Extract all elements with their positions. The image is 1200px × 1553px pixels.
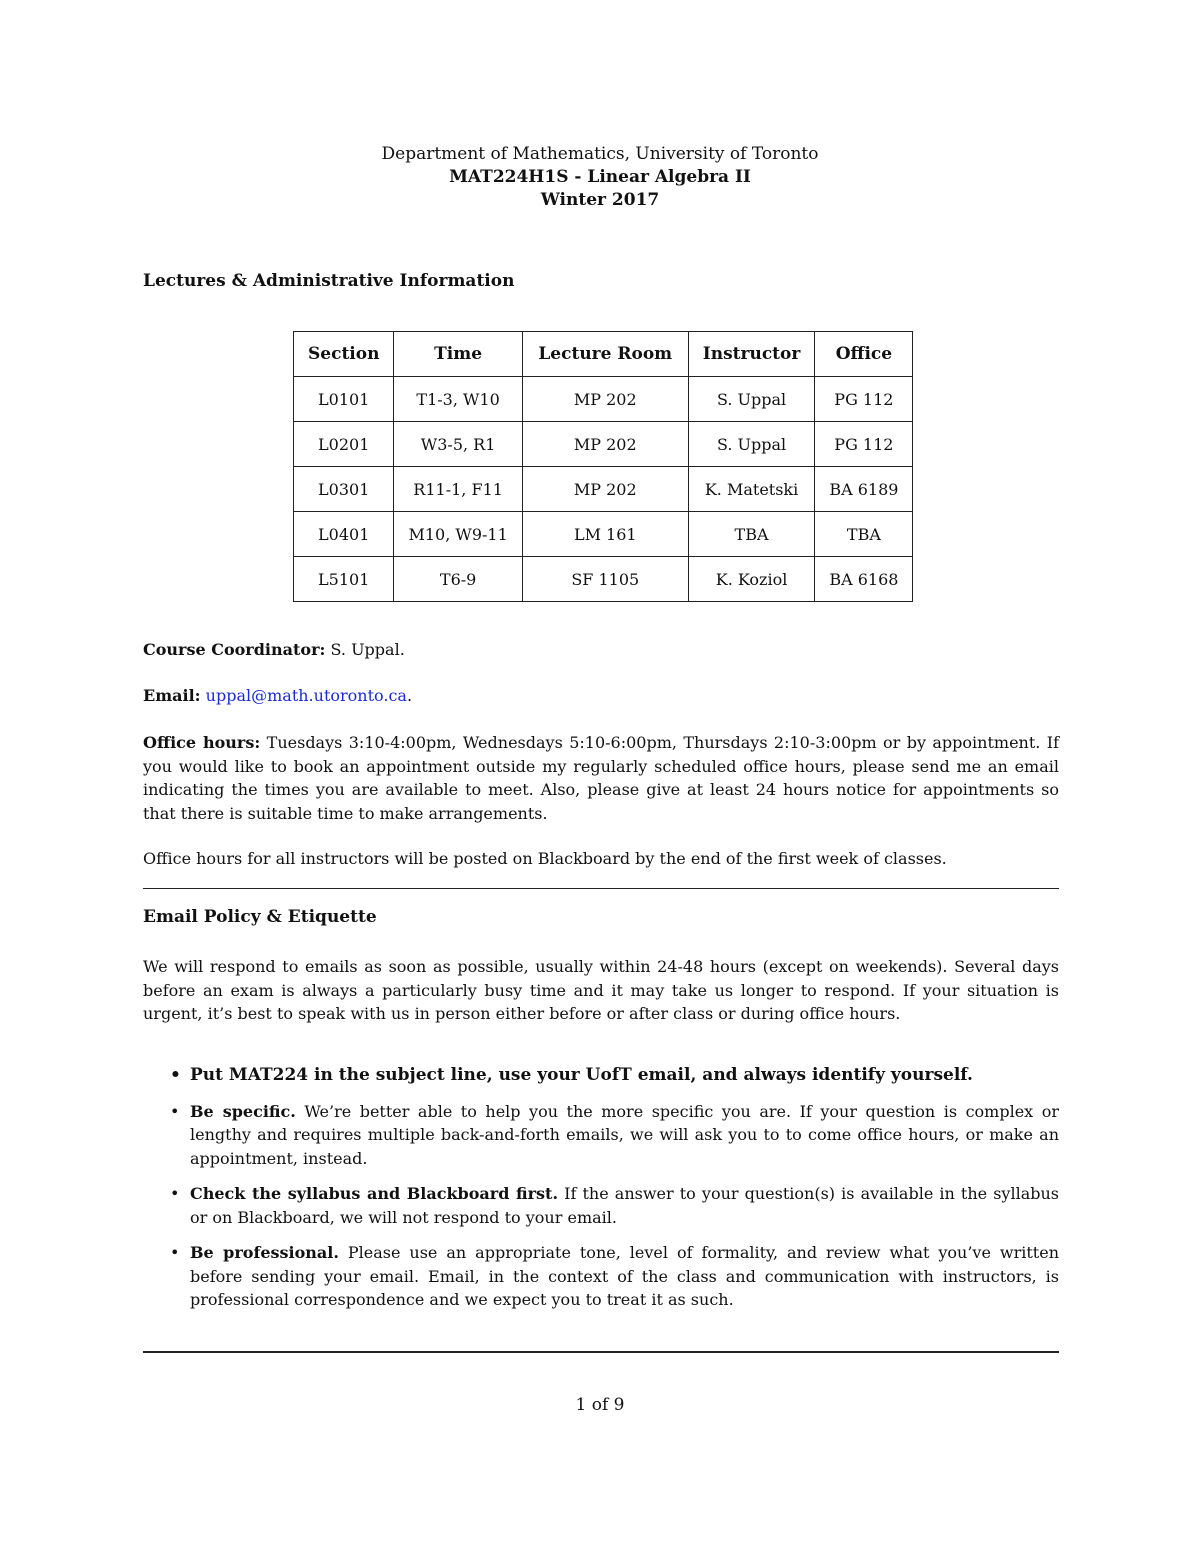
bullet-icon: • — [170, 1184, 180, 1203]
table-row — [294, 377, 913, 422]
table-cell: T6-9 — [394, 557, 522, 602]
email-policy-list — [143, 1064, 1059, 1324]
email-suffix: . — [406, 686, 413, 705]
table-row — [294, 467, 913, 512]
title-block — [0, 143, 1200, 212]
table-cell: SF 1105 — [522, 557, 688, 602]
table-cell: R11-1, F11 — [394, 467, 522, 512]
list-item — [143, 1100, 1059, 1171]
term-line: Winter 2017 — [540, 190, 660, 210]
column-header: Time — [394, 332, 522, 377]
table-cell: T1-3, W10 — [394, 377, 522, 422]
lectures-heading: Lectures & Administrative Information — [143, 271, 515, 291]
table-cell: BA 6168 — [815, 557, 913, 602]
table-cell: PG 112 — [815, 422, 913, 467]
table-cell: MP 202 — [522, 467, 688, 512]
table-cell: K. Koziol — [688, 557, 815, 602]
coordinator-label: Course Coordinator: — [143, 640, 326, 659]
coordinator-value: S. Uppal. — [330, 640, 405, 659]
email-policy-intro: We will respond to emails as soon as possible, usually within 24-48 hours (except on weekends). Several days before an exam is always a particularly busy time and it may take us longer to respond. If your situation is urgent, it’s best to speak with us in person either before or after class or during office hours. — [143, 957, 1059, 1023]
table-cell: L0201 — [294, 422, 394, 467]
footer-divider — [143, 1351, 1059, 1353]
office-hours-label: Office hours: — [143, 733, 261, 752]
table-cell: L0301 — [294, 467, 394, 512]
column-header: Section — [294, 332, 394, 377]
lectures-table — [293, 331, 913, 602]
table-cell: S. Uppal — [688, 377, 815, 422]
table-cell: TBA — [688, 512, 815, 557]
list-item — [143, 1241, 1059, 1312]
email-policy-heading: Email Policy & Etiquette — [143, 907, 377, 927]
bullet-icon: • — [170, 1101, 180, 1121]
list-item-lead: Be specific. — [190, 1101, 296, 1121]
section-divider — [143, 888, 1059, 889]
table-row — [294, 512, 913, 557]
table-header-row — [294, 332, 913, 377]
course-title: MAT224H1S - Linear Algebra II — [449, 167, 751, 187]
department-line: Department of Mathematics, University of Toronto — [381, 144, 819, 164]
table-cell: L0401 — [294, 512, 394, 557]
table-cell: BA 6189 — [815, 467, 913, 512]
table-cell: M10, W9-11 — [394, 512, 522, 557]
office-hours-paragraph — [143, 731, 1059, 825]
bullet-icon: • — [170, 1243, 180, 1262]
table-cell: K. Matetski — [688, 467, 815, 512]
list-item-text: Please use an appropriate tone, level of formality, and review what you’ve written before sending your email. Email, in the context of the class and communication with instructors, is professional correspondence and we expect you to treat it as such. — [190, 1243, 1059, 1309]
list-item-lead: Check the syllabus and Blackboard first. — [190, 1184, 559, 1203]
table-cell: S. Uppal — [688, 422, 815, 467]
list-item-lead: Be professional. — [190, 1243, 339, 1262]
table-row — [294, 557, 913, 602]
office-hours-note: Office hours for all instructors will be posted on Blackboard by the end of the first week of classes. — [143, 849, 947, 868]
column-header: Instructor — [688, 332, 815, 377]
list-item-text: We’re better able to help you the more specific you are. If your question is complex or lengthy and requires multiple back-and-forth emails, we will ask you to to come office hours, or make an appointment, instead. — [190, 1101, 1060, 1168]
coordinator-line — [143, 638, 1059, 662]
column-header: Lecture Room — [522, 332, 688, 377]
table-cell: TBA — [815, 512, 913, 557]
table-cell: PG 112 — [815, 377, 913, 422]
table-cell: LM 161 — [522, 512, 688, 557]
column-header: Office — [815, 332, 913, 377]
table-cell: L5101 — [294, 557, 394, 602]
list-item — [143, 1182, 1059, 1229]
email-link[interactable]: uppal@math.utoronto.ca — [205, 686, 407, 705]
page-number: 1 of 9 — [575, 1395, 625, 1415]
email-label: Email: — [143, 686, 201, 705]
email-line — [143, 684, 1059, 708]
table-cell: W3-5, R1 — [394, 422, 522, 467]
bullet-icon: • — [170, 1065, 181, 1085]
list-item-text: If the answer to your question(s) is available in the syllabus or on Blackboard, we will not respond to your email. — [190, 1184, 1059, 1227]
list-item — [143, 1064, 1059, 1088]
table-cell: L0101 — [294, 377, 394, 422]
table-row — [294, 422, 913, 467]
table-cell: MP 202 — [522, 422, 688, 467]
list-item-lead: Put MAT224 in the subject line, use your UofT email, and always identify yourself. — [190, 1065, 973, 1085]
table-cell: MP 202 — [522, 377, 688, 422]
office-hours-text: Tuesdays 3:10-4:00pm, Wednesdays 5:10-6:00pm, Thursdays 2:10-3:00pm or by appointment. If you would like to book an appointment outside my regularly scheduled office hours, please send me an email indicating the times you are available to meet. Also, please give at least 24 hours notice for appointments so that there is suitable time to make arrangements. — [143, 733, 1060, 823]
